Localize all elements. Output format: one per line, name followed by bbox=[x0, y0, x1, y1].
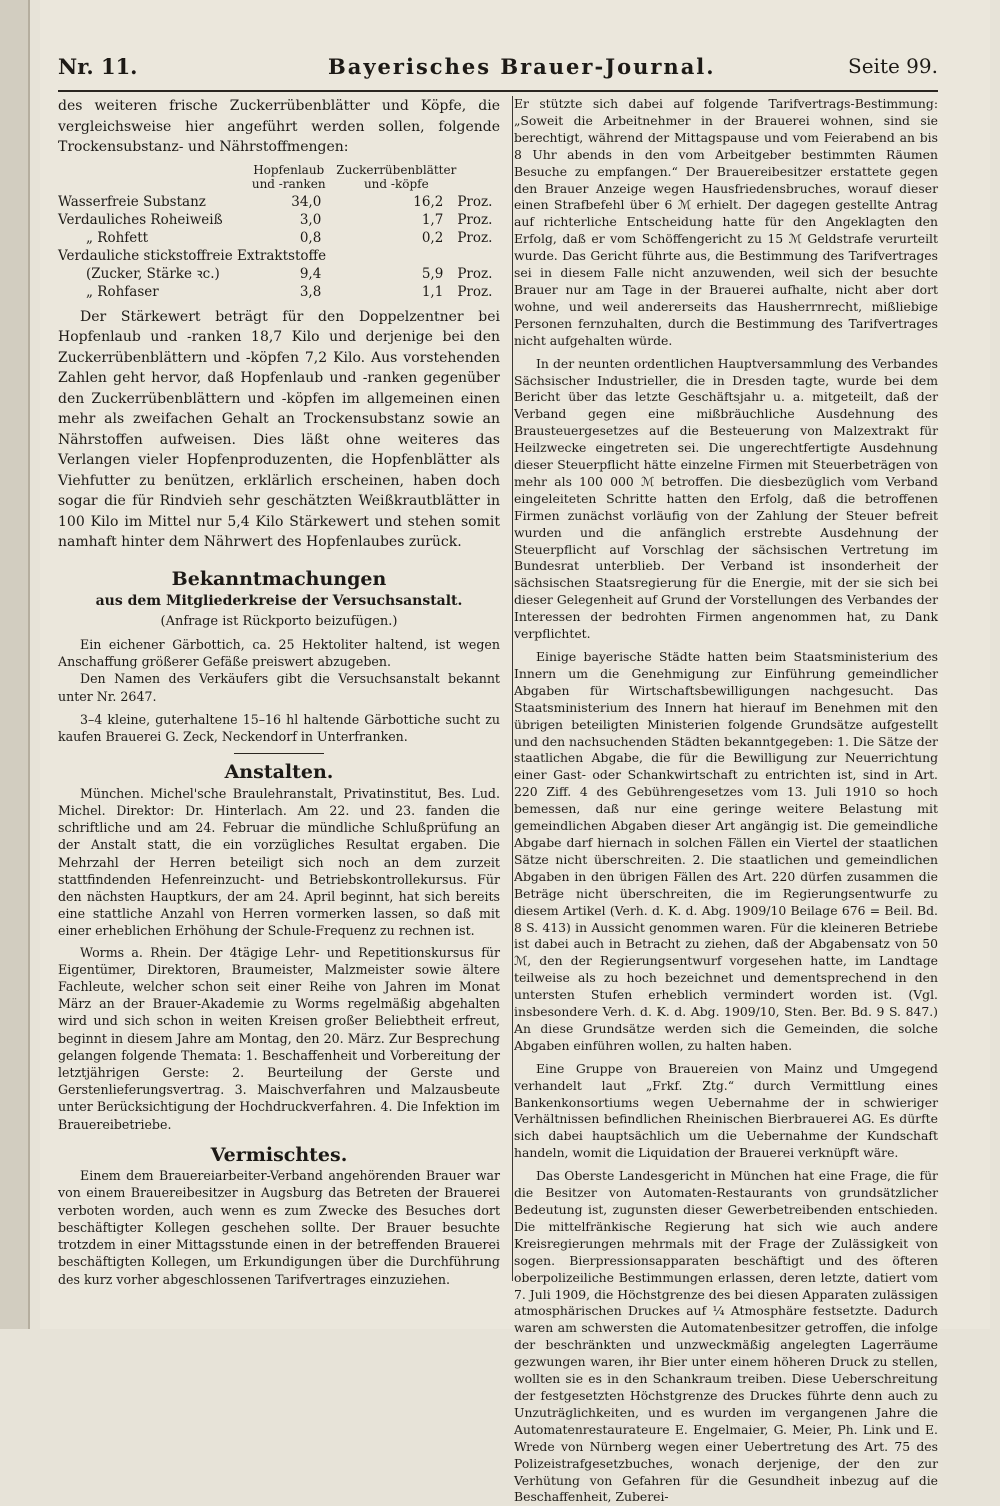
table-row bbox=[58, 247, 500, 265]
row-value-2: 5,9 bbox=[421, 265, 444, 282]
vermischtes-heading: Vermischtes. bbox=[210, 1143, 348, 1166]
journal-title: Bayerisches Brauer-Journal. bbox=[328, 54, 716, 79]
row-value-2: 16,2 bbox=[413, 193, 444, 210]
row-value-1: 3,8 bbox=[299, 283, 322, 300]
page-header bbox=[58, 54, 938, 86]
saechsische-industrielle-paragraph: In der neunten ordentlichen Hauptversammlung des Verbandes Sächsischer Industrieller, die in Dresden tagte, wurde bei dem Bericht über das letzte Geschäftsjahr u. a. mitgeteilt, daß der Verband gegen eine mißbräuchliche Ausdehnung des Brausteuergesetzes auf die Besteuerung von Malzextrakt für Heilzwecke eingetreten sei. Die ungerechtfertigte Ausdehnung dieser Steuerpflicht hätte einzelne Firmen mit Steuerbeträgen von mehr als 100 000 ℳ betroffen. Die diesbezüglich vom Verband eingeleiteten Schritte hatten den Erfolg, daß die betroffenen Firmen zunächst vorläufig von der Zahlung der Steuer befreit wurden und die anfänglich erstrebte Ausdehnung der Steuerpflicht auf Vorschlag der sächsischen Vertretung im Bundesrat unterblieb. Der Verband ist insonderheit der sächsischen Staatsregierung für die Energie, mit der sie sich bei dieser Gelegenheit auf Grund der Vorstellungen des Verbandes der Interessen der bedrohten Firmen angenommen hat, zu Dank verpflichtet. bbox=[514, 355, 938, 642]
row-value-1: 9,4 bbox=[299, 265, 322, 282]
row-unit: Proz. bbox=[457, 265, 493, 282]
table-row bbox=[58, 265, 500, 283]
header-rule bbox=[58, 90, 938, 92]
row-unit: Proz. bbox=[457, 211, 493, 228]
page-number: Seite 99. bbox=[848, 54, 938, 78]
intro-paragraph: des weiteren frische Zuckerrübenblätter und Köpfe, die vergleichsweise hier angeführt werden sollen, folgende Trockensubstanz- und Nährstoffmengen: bbox=[58, 98, 500, 155]
right-column bbox=[514, 96, 938, 1506]
bekanntmachungen-note: (Anfrage ist Rückporto beizufügen.) bbox=[160, 613, 398, 629]
issue-number: Nr. 11. bbox=[58, 54, 138, 79]
table-row bbox=[58, 193, 500, 211]
table-row bbox=[58, 229, 500, 247]
row-label: Verdauliche stickstoffreie Extraktstoffe bbox=[58, 247, 327, 264]
muenchen-paragraph: München. Michel'sche Braulehranstalt, Privatinstitut, Bes. Lud. Michel. Direktor: Dr. Hinterlach. Am 22. und 23. fanden die schriftliche und am 24. Februar die mündliche Schlußprüfung an der Anstalt statt, die ein vorzügliches Resultat ergaben. Die Mehrzahl der Herren beteiligt sich noch an dem zurzeit stattfindenden Hefenreinzucht- und Betriebskontrollekursus. Für den nächsten Hauptkurs, der am 24. April beginnt, hat sich bereits eine stattliche Anzahl von Herren vormerken lassen, so daß mit einer erheblichen Erhöhung der Schule-Frequenz zu rechnen ist. bbox=[58, 785, 500, 939]
starch-value-paragraph: Der Stärkewert beträgt für den Doppelzentner bei Hopfenlaub und -ranken 18,7 Kilo und derjenige bei den Zuckerrübenblättern und -köpfen 7,2 Kilo. Aus vorstehenden Zahlen geht hervor, daß Hopfenlaub und -ranken gegenüber den Zuckerrübenblättern und -köpfen im allgemeinen einen mehr als zweifachen Gehalt an Trockensubstanz sowie an Nährstoffen aufweisen. Dies läßt ohne weiteres das Verlangen vieler Hopfenproduzenten, die Hopfenblätter als Viehfutter zu benützen, erklärlich erscheinen, haben doch sogar die für Rindvieh sehr geschätzten Weißkrautblätter in 100 Kilo im Mittel nur 5,4 Kilo Stärkewert und stehen somit namhaft hinter dem Nährwert des Hopfenlaubes zurück. bbox=[58, 308, 500, 550]
anstalten-heading: Anstalten. bbox=[224, 761, 334, 784]
nutrient-table-header bbox=[58, 162, 500, 193]
col-zuckerrueben: Zuckerrübenblätter und -köpfe bbox=[336, 162, 457, 191]
row-unit: Proz. bbox=[457, 229, 493, 246]
row-label: Verdauliches Roheiweiß bbox=[58, 211, 223, 228]
row-label: „ Rohfaser bbox=[86, 283, 159, 300]
nutrient-table bbox=[58, 162, 500, 301]
row-label: (Zucker, Stärke ꝛc.) bbox=[86, 265, 220, 282]
ad-gaerbottich: Ein eichener Gärbottich, ca. 25 Hektoliter haltend, ist wegen Anschaffung größerer Gefäße preiswert abzugeben. bbox=[58, 637, 500, 670]
row-value-1: 0,8 bbox=[299, 229, 322, 246]
row-value-1: 3,0 bbox=[299, 211, 322, 228]
row-value-1: 34,0 bbox=[291, 193, 322, 210]
row-value-2: 0,2 bbox=[421, 229, 444, 246]
automaten-restaurants-paragraph: Das Oberste Landesgericht in München hat eine Frage, die für die Besitzer von Automaten-Restaurants von grundsätzlicher Bedeutung ist, zugunsten dieser Gewerbetreibenden entschieden. Die mittelfränkische Regierung hat sich wie auch andere Kreisregierungen mehrmals mit der Frage der Zulässigkeit von sogen. Bierpressionsapparaten beschäftigt und des öfteren oberpolizeiliche Bestimmungen erlassen, deren letzte, datiert vom 7. Juli 1909, die Höchstgrenze des bei diesen Apparaten zulässigen atmosphärischen Druckes auf ¼ Atmosphäre festsetzte. Dadurch waren am schwersten die Automatenbesitzer getroffen, die infolge der beschränkten und unzweckmäßig angelegten Lagerräume gezwungen waren, ihr Bier unter einem höheren Druck zu stellen, wollten sie es in den Schankraum treiben. Diese Ueberschreitung der festgesetzten Höchstgrenze des Druckes führte denn auch zu Unzuträglichkeiten, und es wurden im vergangenen Jahre die Automatenrestaurateure E. Engelmaier, G. Meier, Ph. Link und E. Wrede von Nürnberg wegen einer Uebertretung des Art. 75 des Polizeistrafgesetzbuches, wonach derjenige, der den zur Verhütung von Gefahren für die Gesundheit inbezug auf die Beschaffenheit, Zuberei- bbox=[514, 1168, 938, 1505]
vermischtes-paragraph: Einem dem Brauereiarbeiter-Verband angehörenden Brauer war von einem Brauereibesitzer in Augsburg das Betreten der Brauerei verboten worden, auch wenn es zum Zwecke des Besuches dort beschäftigter Kollegen geschehen sollte. Der Brauer besuchte trotzdem in einer Mittagsstunde einen in der betreffenden Brauerei beschäftigten Kollegen, um Erkundigungen über die Durchführung des kurz vorher abgeschlossenen Tarifvertrages einzuziehen. bbox=[58, 1168, 500, 1287]
table-row bbox=[58, 283, 500, 301]
row-unit: Proz. bbox=[457, 193, 493, 210]
bekanntmachungen-subheading: aus dem Mitgliederkreise der Versuchsanstalt. bbox=[95, 593, 463, 609]
row-value-2: 1,1 bbox=[421, 283, 444, 300]
left-column bbox=[58, 96, 500, 1288]
worms-paragraph: Worms a. Rhein. Der 4tägige Lehr- und Repetitionskursus für Eigentümer, Direktoren, Braumeister, Malzmeister sowie ältere Fachleute, welcher schon seit einer Reihe von Jahren im Monat März an der Brauer-Akademie zu Worms regelmäßig abgehalten wird und sich schon in weiten Kreisen großer Beliebtheit erfreut, beginnt in diesem Jahre am Montag, den 20. März. Zur Besprechung gelangen folgende Themata: 1. Beschaffenheit und Vorbereitung der letztjährigen Gerste: 2. Beurteilung der Gerste und Gerstenlieferungsvertrag. 3. Maischverfahren und Malzausbeute unter Berücksichtigung der Hochdruckverfahren. 4. Die Infektion im Brauereibetriebe. bbox=[58, 944, 500, 1132]
row-label: Wasserfreie Substanz bbox=[58, 193, 206, 210]
tarif-paragraph: Er stützte sich dabei auf folgende Tarifvertrags-Bestimmung: „Soweit die Arbeitnehmer in der Brauerei wohnen, sind sie berechtigt, während der Mittagspause und vom Feierabend an bis 8 Uhr abends in den vom Arbeitgeber bestimmten Räumen Besuche zu empfangen.“ Der Brauereibesitzer erstattete gegen den Brauer Anzeige wegen Hausfriedensbruches, worauf dieser einen Strafbefehl über 6 ℳ erhielt. Der dagegen gestellte Antrag auf richterliche Entscheidung hatte für den Angeklagten den Erfolg, daß er vom Schöffengericht zu 15 ℳ Geldstrafe verurteilt wurde. Das Gericht führte aus, die Bestimmung des Tarifvertrages sei in diesem Falle nicht anzuwenden, weil sich der besuchte Brauer nur am Tage in der Brauerei aufhalte, nicht aber dort wohne, und weil andererseits das Hausherrnrecht, mißliebige Personen fernzuhalten, durch die Bestimmung des Tarifvertrages nicht aufgehalten würde. bbox=[514, 96, 938, 348]
row-value-2: 1,7 bbox=[421, 211, 444, 228]
ad-gaerbottiche-wanted: 3–4 kleine, guterhaltene 15–16 hl haltende Gärbottiche sucht zu kaufen Brauerei G. Zeck, Neckendorf in Unterfranken. bbox=[58, 711, 500, 745]
col-hopfenlaub: Hopfenlaub und -ranken bbox=[251, 162, 326, 191]
mainz-brauereien-paragraph: Eine Gruppe von Brauereien von Mainz und Umgegend verhandelt laut „Frkf. Ztg.“ durch Vermittlung eines Bankenkonsortiums wegen Uebernahme der in schwieriger Verhältnissen befindlichen Rheinischen Bierbrauerei AG. Es dürfte sich dabei hauptsächlich um die Uebernahme der Kundschaft handeln, womit die Liquidation der Brauerei verknüpft wäre. bbox=[514, 1060, 938, 1161]
row-unit: Proz. bbox=[457, 283, 493, 300]
ad-gaerbottich-contact: Den Namen des Verkäufers gibt die Versuchsanstalt bekannt unter Nr. 2647. bbox=[58, 671, 500, 704]
adjacent-page-strip bbox=[0, 0, 30, 1329]
section-rule bbox=[234, 753, 324, 754]
row-label: „ Rohfett bbox=[86, 229, 149, 246]
bekanntmachungen-heading: Bekanntmachungen bbox=[171, 567, 387, 590]
journal-page bbox=[40, 0, 990, 1505]
gemeindliche-abgaben-paragraph: Einige bayerische Städte hatten beim Staatsministerium des Innern um die Genehmigung zur Einführung gemeindlicher Abgaben für Wirtschaftsbewilligungen nachgesucht. Das Staatsministerium des Innern hat hierauf im Benehmen mit den übrigen beteiligten Ministerien folgende Grundsätze aufgestellt und den nachsuchenden Städten bekanntgegeben: 1. Die Sätze der staatlichen Abgabe, die für die Bewilligung zur Neuerrichtung einer Gast- oder Schankwirtschaft zu entrichten ist, sind in Art. 220 Ziff. 4 des Gebührengesetzes vom 13. Juli 1910 so hoch bemessen, daß nur eine geringe weitere Belastung mit gemeindlichen Abgaben dieser Art angängig ist. Die gemeindliche Abgabe darf hiernach in solchen Fällen ein Viertel der staatlichen Sätze nicht überschreiten. 2. Die staatlichen und gemeindlichen Abgaben in den übrigen Fällen des Art. 220 dürfen zusammen die Beträge nicht überschreiten, die im Regierungsentwurfe zu diesem Artikel (Verh. d. K. d. Abg. 1909/10 Beilage 676 = Beil. Bd. 8 S. 413) in Aussicht genommen waren. Für die kleineren Betriebe ist dabei auch in Betracht zu ziehen, daß der Abgabensatz von 50 ℳ, den der Regierungsentwurf vorgesehen hatte, im Landtage teilweise als zu hoch bezeichnet und dementsprechend in den untersten Stufen erheblich vermindert worden ist. (Vgl. insbesondere Verh. d. K. d. Abg. 1909/10, Sten. Ber. Bd. 9 S. 847.) An diese Grundsätze werden sich die Gemeinden, die solche Abgaben einführen wollen, zu halten haben. bbox=[514, 649, 938, 1053]
table-row bbox=[58, 211, 500, 229]
column-divider bbox=[512, 96, 513, 1281]
